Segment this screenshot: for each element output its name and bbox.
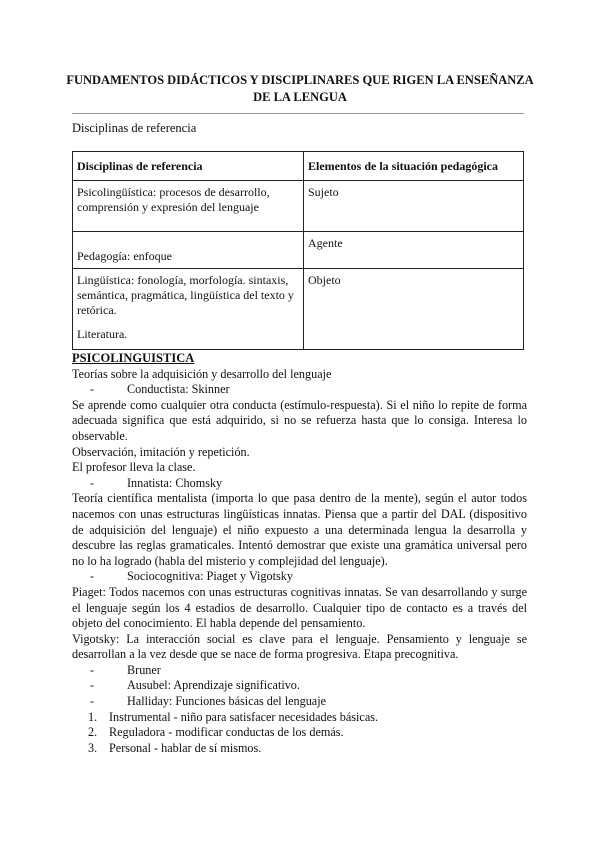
dash-marker: -: [90, 662, 95, 677]
section-heading: PSICOLINGUISTICA: [72, 351, 195, 365]
item-number: 3.: [88, 740, 98, 755]
innatista-label: Innatista: Chomsky: [127, 475, 223, 490]
numbered-item: [72, 725, 527, 741]
table-cell: Objeto: [304, 269, 524, 350]
paragraph: El profesor lleva la clase.: [72, 460, 196, 475]
item-text: Instrumental - niño para satisfacer necesidades básicas.: [109, 709, 379, 724]
title-line-1: FUNDAMENTOS DIDÁCTICOS Y DISCIPLINARES QUE RIGEN LA ENSEÑANZA: [66, 73, 534, 87]
item-number: 1.: [88, 709, 98, 724]
table-header-disciplines: Disciplinas de referencia: [73, 152, 304, 181]
dash-marker: -: [90, 475, 95, 490]
dash-marker: -: [90, 694, 95, 709]
table-cell: Psicolingüística: procesos de desarrollo, comprensión y expresión del lenguaje: [73, 181, 304, 232]
title-divider: [72, 113, 524, 114]
paragraph: Teoría científica mentalista (importa lo que pasa dentro de la mente), según el autor todos nacemos con unas estructuras lingüísticas innatas. Piensa que a partir del DAL (dispositivo de adquisición del lenguaje) el niño expuesto a una determinada lengua la desarrolla y descubre las reglas gramaticales. Intentó demostrar que existe una gramática universal pero no lo ha logrado (habla del misterio y complejidad del lenguaje).: [72, 491, 527, 568]
intro-text: Teorías sobre la adquisición y desarrollo del lenguaje: [72, 366, 332, 381]
socio-label: Sociocognitiva: Piaget y Vigotsky: [127, 569, 293, 584]
list-item: [72, 382, 527, 398]
table-header-row: [73, 152, 524, 181]
paragraph: Piaget: Todos nacemos con unas estructuras cognitivas innatas. Se van desarrollando y surge el lenguaje según los 4 estadios de desarrollo. Cualquier tipo de contacto es a través del objeto del conocimiento. El habla depende del pensamiento.: [72, 584, 527, 631]
list-item: [72, 476, 527, 492]
document-body: [72, 351, 527, 756]
dash-marker: -: [90, 678, 95, 693]
list-item: [72, 678, 527, 694]
table-cell: Sujeto: [304, 181, 524, 232]
paragraph: Vigotsky: La interacción social es clave para el lenguaje. Pensamiento y lenguaje se desarrollan a la vez desde que se nace de forma progresiva. Etapa precognitiva.: [72, 631, 527, 662]
item-text: Personal - hablar de sí mismos.: [109, 740, 262, 755]
table-header-elements: Elementos de la situación pedagógica: [304, 152, 524, 181]
author-ausubel: Ausubel: Aprendizaje significativo.: [127, 678, 300, 693]
title-line-2: DE LA LENGUA: [253, 90, 347, 104]
list-item: [72, 663, 527, 679]
document-title: [60, 72, 540, 106]
item-text: Reguladora - modificar conductas de los demás.: [109, 725, 344, 740]
paragraph: Se aprende como cualquier otra conducta (estímulo-respuesta). Si el niño lo repite de forma adecuada significa que está adquirido, si no se refuerza hasta que lo consiga. Interesa lo observable.: [72, 397, 527, 443]
table-row: [73, 181, 524, 232]
author-bruner: Bruner: [127, 662, 161, 677]
numbered-item: [72, 741, 527, 757]
numbered-item: [72, 710, 527, 726]
author-halliday: Halliday: Funciones básicas del lenguaje: [127, 694, 327, 709]
section-subtitle: Disciplinas de referencia: [72, 121, 197, 135]
dash-marker: -: [90, 569, 95, 584]
list-item: [72, 569, 527, 585]
table-row: [73, 232, 524, 269]
dash-marker: -: [90, 382, 95, 397]
table-row: [73, 269, 524, 350]
literature-text: Literatura.: [77, 327, 128, 341]
table-cell: Pedagogía: enfoque: [73, 232, 304, 269]
table-cell: Agente: [304, 232, 524, 269]
table-cell: [73, 269, 304, 350]
reference-table: [72, 151, 524, 350]
paragraph: Observación, imitación y repetición.: [72, 444, 250, 459]
linguistics-text: Lingüística: fonología, morfología. sintaxis, semántica, pragmática, lingüística del texto y retórica.: [77, 273, 294, 317]
item-number: 2.: [88, 725, 98, 740]
list-item: [72, 694, 527, 710]
conductista-label: Conductista: Skinner: [127, 382, 230, 397]
